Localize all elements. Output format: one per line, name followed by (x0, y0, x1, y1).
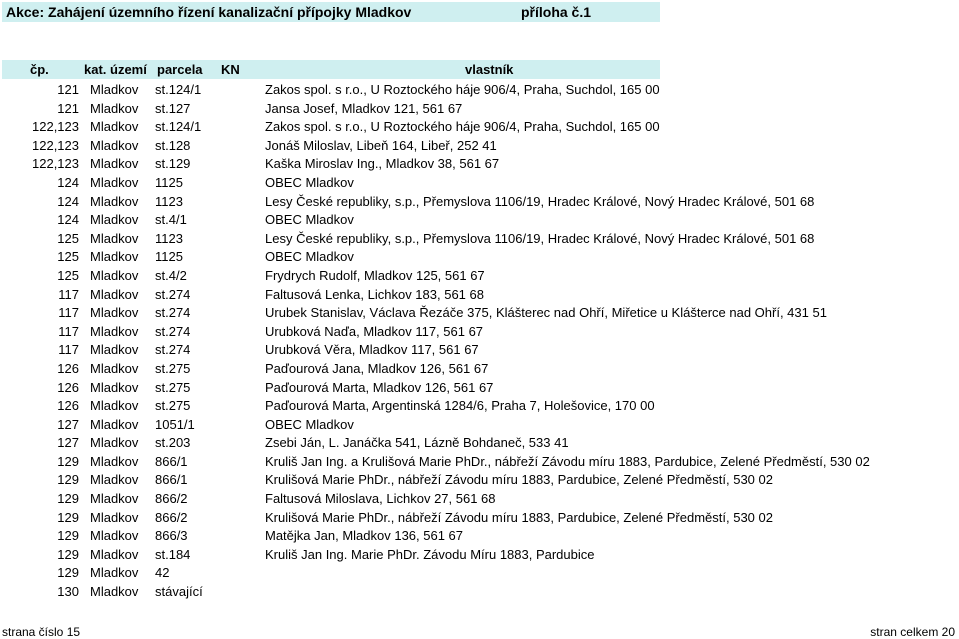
cell-owner: Krulišová Marie PhDr., nábřeží Závodu míru 1883, Pardubice, Zelené Předměstí, 530 02 (265, 472, 773, 488)
cell-ku: Mladkov (90, 230, 139, 246)
cell-ku: Mladkov (90, 305, 139, 321)
cell-parcela: st.124/1 (155, 82, 202, 97)
cell-parcela: 1125 (155, 249, 183, 265)
table-row (0, 229, 959, 248)
cell-ku: Mladkov (90, 267, 139, 283)
table-row (0, 136, 959, 155)
cell-parcela: 1123 (155, 193, 183, 209)
cell-owner: Zakos spol. s r.o., U Roztockého háje 906/4, Praha, Suchdol, 165 00 (265, 119, 660, 135)
cell-parcela: st.274 (155, 342, 191, 358)
table-row (0, 266, 959, 285)
table-row (0, 192, 959, 211)
table-row (0, 340, 959, 359)
cell-parcela: 1123 (155, 230, 183, 246)
cell-cp: 122,123 (32, 156, 79, 172)
cell-ku: Mladkov (90, 100, 139, 116)
cell-cp: 126 (57, 379, 79, 395)
cell-cp: 130 (57, 584, 79, 600)
cell-owner: Urubková Věra, Mladkov 117, 561 67 (265, 342, 479, 358)
cell-parcela: 866/1 (155, 453, 188, 469)
owner-table-body (0, 80, 959, 601)
cell-owner: Zakos spol. s r.o., U Roztockého háje 906/4, Praha, Suchdol, 165 00 (265, 82, 660, 97)
cell-owner: Zsebi Ján, L. Janáčka 541, Lázně Bohdaneč, 533 41 (265, 435, 569, 451)
table-row (0, 470, 959, 489)
cell-cp: 125 (57, 267, 79, 283)
table-row (0, 247, 959, 266)
cell-ku: Mladkov (90, 435, 139, 451)
cell-cp: 126 (57, 360, 79, 376)
cell-parcela: 42 (155, 565, 170, 581)
document-title: Akce: Zahájení územního řízení kanalizační přípojky Mladkov (6, 4, 412, 20)
cell-cp: 129 (57, 528, 79, 544)
cell-parcela: st.184 (155, 546, 191, 562)
cell-cp: 129 (57, 565, 79, 581)
cell-owner: Faltusová Miloslava, Lichkov 27, 561 68 (265, 491, 496, 507)
cell-parcela: st.275 (155, 398, 191, 414)
column-header-ku: kat. území (84, 62, 147, 77)
table-row (0, 285, 959, 304)
cell-cp: 117 (58, 286, 79, 302)
cell-parcela: 866/3 (155, 528, 188, 544)
cell-owner: Kruliš Jan Ing. Marie PhDr. Závodu Míru 1883, Pardubice (265, 546, 595, 562)
cell-ku: Mladkov (90, 472, 139, 488)
cell-parcela: st.4/1 (155, 212, 187, 228)
column-header-parcela: parcela (157, 62, 203, 77)
cell-owner: Paďourová Marta, Mladkov 126, 561 67 (265, 379, 494, 395)
cell-ku: Mladkov (90, 360, 139, 376)
cell-owner: OBEC Mladkov (265, 212, 354, 228)
cell-owner: Kruliš Jan Ing. a Krulišová Marie PhDr., nábřeží Závodu míru 1883, Pardubice, Zelené Předměstí, 530 02 (265, 453, 870, 469)
cell-cp: 125 (57, 249, 79, 265)
table-row (0, 508, 959, 527)
cell-parcela: st.127 (155, 100, 191, 116)
cell-cp: 127 (57, 435, 79, 451)
cell-parcela: stávající (155, 584, 203, 600)
cell-parcela: 866/1 (155, 472, 188, 488)
cell-cp: 124 (57, 193, 79, 209)
table-row (0, 396, 959, 415)
cell-owner: OBEC Mladkov (265, 174, 354, 190)
cell-cp: 129 (57, 453, 79, 469)
table-row (0, 99, 959, 118)
column-header-cp: čp. (30, 62, 49, 77)
cell-parcela: st.275 (155, 360, 191, 376)
cell-owner: Matějka Jan, Mladkov 136, 561 67 (265, 528, 464, 544)
table-row (0, 210, 959, 229)
cell-cp: 129 (57, 509, 79, 525)
cell-ku: Mladkov (90, 379, 139, 395)
cell-cp: 122,123 (32, 119, 79, 135)
cell-owner: OBEC Mladkov (265, 249, 354, 265)
table-row (0, 117, 959, 136)
cell-parcela: st.274 (155, 286, 191, 302)
annex-label: příloha č.1 (521, 4, 592, 20)
cell-owner: Frydrych Rudolf, Mladkov 125, 561 67 (265, 267, 485, 283)
title-bar (2, 2, 660, 22)
cell-parcela: st.274 (155, 305, 191, 321)
cell-owner: Urubková Naďa, Mladkov 117, 561 67 (265, 323, 484, 339)
cell-cp: 127 (57, 416, 79, 432)
table-row (0, 173, 959, 192)
cell-ku: Mladkov (90, 528, 139, 544)
cell-cp: 126 (57, 398, 79, 414)
table-row (0, 359, 959, 378)
table-header (2, 60, 660, 79)
cell-ku: Mladkov (90, 174, 139, 190)
cell-owner: Faltusová Lenka, Lichkov 183, 561 68 (265, 286, 484, 302)
cell-owner: Jonáš Miloslav, Libeň 164, Libeř, 252 41 (265, 137, 497, 153)
cell-cp: 121 (57, 82, 79, 97)
cell-owner: Krulišová Marie PhDr., nábřeží Závodu míru 1883, Pardubice, Zelené Předměstí, 530 02 (265, 509, 773, 525)
cell-owner: OBEC Mladkov (265, 416, 354, 432)
table-row (0, 378, 959, 397)
cell-ku: Mladkov (90, 342, 139, 358)
cell-cp: 129 (57, 472, 79, 488)
cell-ku: Mladkov (90, 491, 139, 507)
cell-ku: Mladkov (90, 565, 139, 581)
column-header-kn: KN (221, 62, 240, 77)
cell-ku: Mladkov (90, 212, 139, 228)
cell-cp: 117 (58, 305, 79, 321)
cell-ku: Mladkov (90, 286, 139, 302)
cell-parcela: st.203 (155, 435, 191, 451)
cell-parcela: st.129 (155, 156, 191, 172)
cell-ku: Mladkov (90, 509, 139, 525)
cell-cp: 121 (57, 100, 79, 116)
cell-owner: Lesy České republiky, s.p., Přemyslova 1106/19, Hradec Králové, Nový Hradec Králové, 501 68 (265, 193, 815, 209)
table-row (0, 154, 959, 173)
column-header-vlastnik: vlastník (465, 62, 514, 77)
cell-ku: Mladkov (90, 119, 139, 135)
cell-ku: Mladkov (90, 82, 139, 97)
table-row (0, 582, 959, 601)
table-row (0, 80, 959, 99)
cell-owner: Lesy České republiky, s.p., Přemyslova 1106/19, Hradec Králové, Nový Hradec Králové, 501 68 (265, 230, 815, 246)
cell-owner: Jansa Josef, Mladkov 121, 561 67 (265, 100, 463, 116)
cell-parcela: st.4/2 (155, 267, 187, 283)
table-row (0, 415, 959, 434)
cell-ku: Mladkov (90, 137, 139, 153)
cell-cp: 124 (57, 212, 79, 228)
page-number: strana číslo 15 (2, 625, 81, 639)
cell-parcela: st.274 (155, 323, 191, 339)
table-row (0, 489, 959, 508)
cell-ku: Mladkov (90, 416, 139, 432)
table-row (0, 563, 959, 582)
cell-parcela: st.275 (155, 379, 191, 395)
cell-ku: Mladkov (90, 193, 139, 209)
cell-ku: Mladkov (90, 546, 139, 562)
cell-ku: Mladkov (90, 323, 139, 339)
cell-cp: 129 (57, 491, 79, 507)
cell-ku: Mladkov (90, 156, 139, 172)
cell-owner: Urubek Stanislav, Václava Řezáče 375, Klášterec nad Ohří, Miřetice u Klášterce nad Ohří, 431 51 (265, 305, 827, 321)
cell-ku: Mladkov (90, 249, 139, 265)
page-total: stran celkem 20 (870, 625, 955, 639)
table-row (0, 433, 959, 452)
cell-cp: 117 (58, 342, 79, 358)
cell-parcela: 1125 (155, 174, 183, 190)
table-row (0, 322, 959, 341)
cell-cp: 129 (57, 546, 79, 562)
cell-parcela: 866/2 (155, 491, 188, 507)
table-row (0, 303, 959, 322)
cell-parcela: 1051/1 (155, 416, 195, 432)
table-row (0, 452, 959, 471)
cell-ku: Mladkov (90, 453, 139, 469)
cell-ku: Mladkov (90, 584, 139, 600)
cell-cp: 117 (58, 323, 79, 339)
cell-parcela: st.128 (155, 137, 191, 153)
cell-cp: 122,123 (32, 137, 79, 153)
cell-owner: Kaška Miroslav Ing., Mladkov 38, 561 67 (265, 156, 500, 172)
cell-parcela: 866/2 (155, 509, 188, 525)
cell-ku: Mladkov (90, 398, 139, 414)
table-row (0, 526, 959, 545)
table-row (0, 545, 959, 564)
cell-owner: Paďourová Marta, Argentinská 1284/6, Praha 7, Holešovice, 170 00 (265, 398, 655, 414)
cell-owner: Paďourová Jana, Mladkov 126, 561 67 (265, 360, 489, 376)
cell-cp: 124 (57, 174, 79, 190)
cell-parcela: st.124/1 (155, 119, 202, 135)
cell-cp: 125 (57, 230, 79, 246)
